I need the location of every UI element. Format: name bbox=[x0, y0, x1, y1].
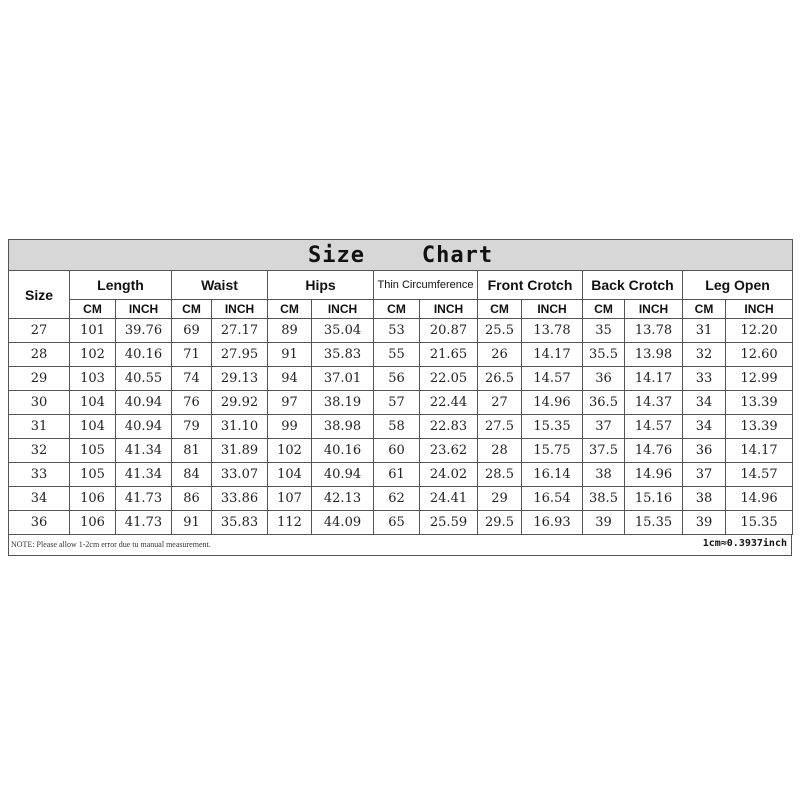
measurement-cell: 14.17 bbox=[625, 367, 683, 391]
unit-conversion: 1cm≈0.3937inch bbox=[702, 538, 787, 549]
measurement-cell: 16.93 bbox=[522, 511, 583, 535]
measurement-cell: 27 bbox=[478, 391, 522, 415]
group-header: Leg Open bbox=[683, 271, 793, 300]
measurement-cell: 31.10 bbox=[212, 415, 268, 439]
chart-title-text: Size Chart bbox=[307, 242, 494, 268]
table-row bbox=[9, 463, 793, 487]
measurement-cell: 24.41 bbox=[420, 487, 478, 511]
measurement-cell: 14.76 bbox=[625, 439, 683, 463]
chart-title bbox=[9, 240, 793, 271]
measurement-cell: 40.94 bbox=[116, 391, 172, 415]
measurement-cell: 16.14 bbox=[522, 463, 583, 487]
measurement-cell: 36 bbox=[583, 367, 625, 391]
unit-header: CM bbox=[268, 300, 312, 319]
measurement-cell: 38 bbox=[683, 487, 726, 511]
measurement-cell: 39 bbox=[583, 511, 625, 535]
measurement-cell: 104 bbox=[268, 463, 312, 487]
measurement-cell: 14.57 bbox=[625, 415, 683, 439]
chart-footer bbox=[8, 535, 792, 556]
measurement-cell: 33.86 bbox=[212, 487, 268, 511]
measurement-cell: 13.78 bbox=[522, 319, 583, 343]
measurement-cell: 15.35 bbox=[522, 415, 583, 439]
measurement-cell: 76 bbox=[172, 391, 212, 415]
measurement-cell: 32 bbox=[683, 343, 726, 367]
measurement-cell: 57 bbox=[374, 391, 420, 415]
measurement-cell: 44.09 bbox=[312, 511, 374, 535]
measurement-cell: 89 bbox=[268, 319, 312, 343]
measurement-cell: 106 bbox=[70, 511, 116, 535]
unit-header: CM bbox=[374, 300, 420, 319]
measurement-cell: 14.96 bbox=[522, 391, 583, 415]
table-row bbox=[9, 415, 793, 439]
measurement-cell: 40.16 bbox=[312, 439, 374, 463]
measurement-cell: 35.04 bbox=[312, 319, 374, 343]
measurement-cell: 26.5 bbox=[478, 367, 522, 391]
measurement-cell: 40.16 bbox=[116, 343, 172, 367]
measurement-cell: 106 bbox=[70, 487, 116, 511]
size-cell: 31 bbox=[9, 415, 70, 439]
unit-header: INCH bbox=[420, 300, 478, 319]
measurement-cell: 22.44 bbox=[420, 391, 478, 415]
measurement-cell: 40.94 bbox=[312, 463, 374, 487]
measurement-cell: 60 bbox=[374, 439, 420, 463]
measurement-cell: 41.34 bbox=[116, 439, 172, 463]
measurement-cell: 102 bbox=[70, 343, 116, 367]
measurement-cell: 41.73 bbox=[116, 487, 172, 511]
measurement-cell: 112 bbox=[268, 511, 312, 535]
size-column-header: Size bbox=[9, 271, 70, 319]
measurement-cell: 26 bbox=[478, 343, 522, 367]
measurement-cell: 38.19 bbox=[312, 391, 374, 415]
measurement-cell: 38 bbox=[583, 463, 625, 487]
measurement-cell: 74 bbox=[172, 367, 212, 391]
measurement-cell: 104 bbox=[70, 391, 116, 415]
measurement-cell: 103 bbox=[70, 367, 116, 391]
measurement-cell: 104 bbox=[70, 415, 116, 439]
measurement-cell: 37 bbox=[683, 463, 726, 487]
measurement-cell: 36 bbox=[683, 439, 726, 463]
size-cell: 36 bbox=[9, 511, 70, 535]
measurement-cell: 27.95 bbox=[212, 343, 268, 367]
measurement-cell: 35.5 bbox=[583, 343, 625, 367]
measurement-cell: 14.37 bbox=[625, 391, 683, 415]
measurement-cell: 37.01 bbox=[312, 367, 374, 391]
group-header: Waist bbox=[172, 271, 268, 300]
measurement-cell: 12.99 bbox=[726, 367, 793, 391]
measurement-cell: 27.17 bbox=[212, 319, 268, 343]
measurement-cell: 27.5 bbox=[478, 415, 522, 439]
unit-header: CM bbox=[583, 300, 625, 319]
measurement-cell: 42.13 bbox=[312, 487, 374, 511]
unit-header: INCH bbox=[116, 300, 172, 319]
measurement-cell: 91 bbox=[172, 511, 212, 535]
size-chart bbox=[8, 239, 792, 556]
measurement-cell: 34 bbox=[683, 415, 726, 439]
measurement-cell: 99 bbox=[268, 415, 312, 439]
size-cell: 33 bbox=[9, 463, 70, 487]
measurement-cell: 12.20 bbox=[726, 319, 793, 343]
measurement-cell: 105 bbox=[70, 439, 116, 463]
unit-header: CM bbox=[70, 300, 116, 319]
size-chart-table bbox=[8, 239, 793, 535]
measurement-cell: 105 bbox=[70, 463, 116, 487]
measurement-cell: 25.5 bbox=[478, 319, 522, 343]
table-row bbox=[9, 439, 793, 463]
size-cell: 34 bbox=[9, 487, 70, 511]
size-cell: 30 bbox=[9, 391, 70, 415]
measurement-cell: 102 bbox=[268, 439, 312, 463]
unit-header: INCH bbox=[522, 300, 583, 319]
measurement-cell: 13.39 bbox=[726, 415, 793, 439]
measurement-cell: 14.17 bbox=[522, 343, 583, 367]
size-cell: 32 bbox=[9, 439, 70, 463]
measurement-cell: 33.07 bbox=[212, 463, 268, 487]
measurement-cell: 40.94 bbox=[116, 415, 172, 439]
measurement-cell: 38.98 bbox=[312, 415, 374, 439]
measurement-cell: 69 bbox=[172, 319, 212, 343]
group-header: Length bbox=[70, 271, 172, 300]
measurement-cell: 58 bbox=[374, 415, 420, 439]
measurement-cell: 22.83 bbox=[420, 415, 478, 439]
measurement-cell: 35.83 bbox=[212, 511, 268, 535]
table-row bbox=[9, 391, 793, 415]
measurement-cell: 12.60 bbox=[726, 343, 793, 367]
measurement-cell: 79 bbox=[172, 415, 212, 439]
unit-header: CM bbox=[478, 300, 522, 319]
measurement-cell: 20.87 bbox=[420, 319, 478, 343]
measurement-cell: 24.02 bbox=[420, 463, 478, 487]
measurement-cell: 13.98 bbox=[625, 343, 683, 367]
measurement-cell: 101 bbox=[70, 319, 116, 343]
measurement-cell: 28 bbox=[478, 439, 522, 463]
measurement-cell: 107 bbox=[268, 487, 312, 511]
group-header: Back Crotch bbox=[583, 271, 683, 300]
measurement-cell: 21.65 bbox=[420, 343, 478, 367]
table-row bbox=[9, 367, 793, 391]
measurement-cell: 81 bbox=[172, 439, 212, 463]
measurement-cell: 13.78 bbox=[625, 319, 683, 343]
measurement-cell: 56 bbox=[374, 367, 420, 391]
measurement-cell: 29.13 bbox=[212, 367, 268, 391]
measurement-note: NOTE: Please allow 1-2cm error due tu manual measurement. bbox=[11, 540, 211, 549]
measurement-cell: 13.39 bbox=[726, 391, 793, 415]
measurement-cell: 23.62 bbox=[420, 439, 478, 463]
measurement-cell: 86 bbox=[172, 487, 212, 511]
size-cell: 29 bbox=[9, 367, 70, 391]
measurement-cell: 39.76 bbox=[116, 319, 172, 343]
table-row bbox=[9, 487, 793, 511]
measurement-cell: 28.5 bbox=[478, 463, 522, 487]
measurement-cell: 37.5 bbox=[583, 439, 625, 463]
measurement-cell: 39 bbox=[683, 511, 726, 535]
measurement-cell: 71 bbox=[172, 343, 212, 367]
measurement-cell: 91 bbox=[268, 343, 312, 367]
measurement-cell: 65 bbox=[374, 511, 420, 535]
measurement-cell: 29 bbox=[478, 487, 522, 511]
measurement-cell: 37 bbox=[583, 415, 625, 439]
measurement-cell: 35 bbox=[583, 319, 625, 343]
size-cell: 28 bbox=[9, 343, 70, 367]
group-header: Hips bbox=[268, 271, 374, 300]
group-header: Thin Circumference bbox=[374, 271, 478, 300]
measurement-cell: 53 bbox=[374, 319, 420, 343]
measurement-cell: 35.83 bbox=[312, 343, 374, 367]
measurement-cell: 14.96 bbox=[625, 463, 683, 487]
measurement-cell: 55 bbox=[374, 343, 420, 367]
measurement-cell: 29.92 bbox=[212, 391, 268, 415]
measurement-cell: 61 bbox=[374, 463, 420, 487]
unit-header: CM bbox=[172, 300, 212, 319]
table-row bbox=[9, 319, 793, 343]
measurement-cell: 84 bbox=[172, 463, 212, 487]
unit-header: INCH bbox=[312, 300, 374, 319]
measurement-cell: 15.75 bbox=[522, 439, 583, 463]
table-row bbox=[9, 343, 793, 367]
measurement-cell: 97 bbox=[268, 391, 312, 415]
measurement-cell: 15.16 bbox=[625, 487, 683, 511]
measurement-cell: 14.96 bbox=[726, 487, 793, 511]
measurement-cell: 38.5 bbox=[583, 487, 625, 511]
measurement-cell: 62 bbox=[374, 487, 420, 511]
measurement-cell: 40.55 bbox=[116, 367, 172, 391]
measurement-cell: 14.17 bbox=[726, 439, 793, 463]
unit-header: INCH bbox=[212, 300, 268, 319]
measurement-cell: 34 bbox=[683, 391, 726, 415]
measurement-cell: 22.05 bbox=[420, 367, 478, 391]
measurement-cell: 41.73 bbox=[116, 511, 172, 535]
measurement-cell: 25.59 bbox=[420, 511, 478, 535]
measurement-cell: 36.5 bbox=[583, 391, 625, 415]
measurement-cell: 33 bbox=[683, 367, 726, 391]
measurement-cell: 15.35 bbox=[726, 511, 793, 535]
size-cell: 27 bbox=[9, 319, 70, 343]
unit-header: INCH bbox=[625, 300, 683, 319]
measurement-cell: 14.57 bbox=[726, 463, 793, 487]
measurement-cell: 31.89 bbox=[212, 439, 268, 463]
measurement-cell: 31 bbox=[683, 319, 726, 343]
group-header: Front Crotch bbox=[478, 271, 583, 300]
unit-header: INCH bbox=[726, 300, 793, 319]
measurement-cell: 15.35 bbox=[625, 511, 683, 535]
measurement-cell: 94 bbox=[268, 367, 312, 391]
table-row bbox=[9, 511, 793, 535]
measurement-cell: 14.57 bbox=[522, 367, 583, 391]
measurement-cell: 16.54 bbox=[522, 487, 583, 511]
measurement-cell: 29.5 bbox=[478, 511, 522, 535]
unit-header: CM bbox=[683, 300, 726, 319]
measurement-cell: 41.34 bbox=[116, 463, 172, 487]
